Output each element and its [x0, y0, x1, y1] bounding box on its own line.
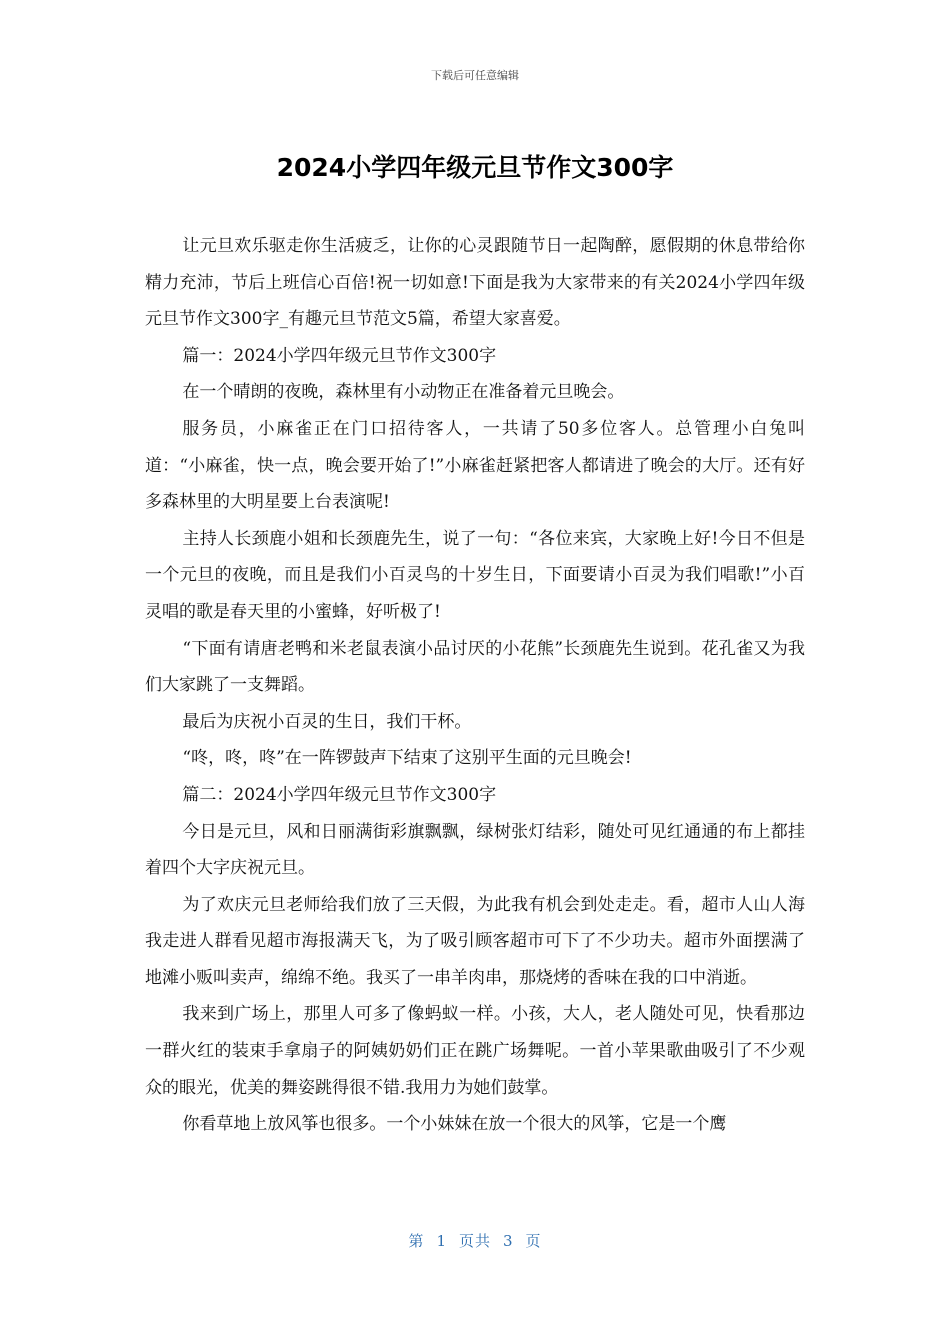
paragraph-intro: 让元旦欢乐驱走你生活疲乏，让你的心灵跟随节日一起陶醉，愿假期的休息带给你精力充沛，节后上班信心百倍!祝一切如意!下面是我为大家带来的有关2024小学四年级元旦节作文300字_有趣元旦节范文5篇，希望大家喜爱。	[145, 236, 805, 330]
footer-suffix: 页	[525, 1232, 542, 1250]
paragraph: 最后为庆祝小百灵的生日，我们干杯。	[182, 711, 472, 732]
paragraph: “咚，咚，咚”在一阵锣鼓声下结束了这别平生面的元旦晚会!	[182, 748, 632, 769]
paragraph: 今日是元旦，风和日丽满街彩旗飘飘，绿树张灯结彩，随处可见红通通的布上都挂着四个大字庆祝元旦。	[145, 821, 805, 879]
document-body	[145, 228, 805, 1143]
paragraph: 在一个晴朗的夜晚，森林里有小动物正在准备着元旦晚会。	[182, 382, 625, 403]
paragraph: 服务员，小麻雀正在门口招待客人，一共请了50多位客人。总管理小白兔叫道：“小麻雀，快一点，晚会要开始了!”小麻雀赶紧把客人都请进了晚会的大厅。还有好多森林里的大明星要上台表演呢!	[145, 418, 805, 513]
paragraph: “下面有请唐老鸭和米老鼠表演小品讨厌的小花熊”长颈鹿先生说到。花孔雀又为我们大家跳了一支舞蹈。	[145, 638, 805, 696]
header-note: 下载后可任意编辑	[431, 69, 519, 82]
page-footer	[0, 1230, 950, 1251]
current-page-number: 1	[436, 1232, 447, 1250]
document-title: 2024小学四年级元旦节作文300字	[276, 153, 674, 182]
paragraph: 你看草地上放风筝也很多。一个小妹妹在放一个很大的风筝，它是一个鹰	[182, 1114, 727, 1135]
total-pages-number: 3	[503, 1232, 514, 1250]
section-heading-1: 篇一：2024小学四年级元旦节作文300字	[182, 345, 497, 366]
paragraph: 我来到广场上，那里人可多了像蚂蚁一样。小孩，大人，老人随处可见，快看那边一群火红的装束手拿扇子的阿姨奶奶们正在跳广场舞呢。一首小苹果歌曲吸引了不少观众的眼光，优美的舞姿跳得很不错.我用力为她们鼓掌。	[145, 1004, 805, 1098]
footer-prefix: 第	[408, 1232, 425, 1250]
paragraph: 主持人长颈鹿小姐和长颈鹿先生，说了一句：“各位来宾，大家晚上好!今日不但是一个元旦的夜晚，而且是我们小百灵鸟的十岁生日，下面要请小百灵为我们唱歌!”小百灵唱的歌是春天里的小蜜蜂，好听极了!	[145, 528, 805, 622]
section-heading-2: 篇二：2024小学四年级元旦节作文300字	[182, 784, 497, 805]
paragraph: 为了欢庆元旦老师给我们放了三天假，为此我有机会到处走走。看，超市人山人海我走进人群看见超市海报满天飞，为了吸引顾客超市可下了不少功夫。超市外面摆满了地滩小贩叫卖声，绵绵不绝。我买了一串羊肉串，那烧烤的香味在我的口中消逝。	[145, 894, 805, 988]
footer-middle: 页共	[458, 1232, 491, 1250]
